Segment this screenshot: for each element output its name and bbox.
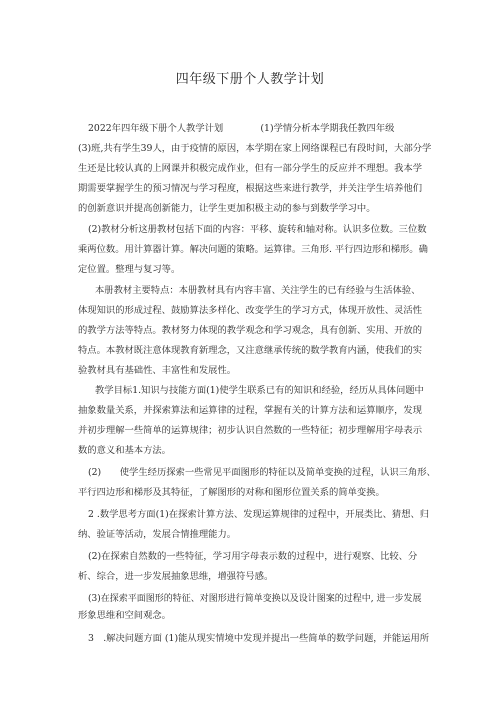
paragraph-line: 的教学方法等特点。教材努力体现的教学观念和学习观念，具有创新、实用、开放的 [78,325,422,336]
paragraph-line: 数的意义和基本方法。 [78,445,171,456]
document-title: 四年级下册个人教学计划 [175,72,325,87]
paragraph-line: 平行四边形和梯形及其特征，了解图形的对称和图形位置关系的简单变换。 [78,487,385,498]
paragraph-line: (3)在探索平面图形的特征、对图形进行简单变换以及设计图案的过程中, 进一步发展 [88,594,422,604]
paragraph-line: 2 .数学思考方面(1)在探索计算方法、发现运算规律的过程中，开展类比、猜想、归 [88,509,430,520]
paragraph-line: (2) 使学生经历探索一些常见平面图形的特征以及简单变换的过程，认识三角形、 [88,467,436,478]
paragraph-line: 定位置。整理与复习等。 [78,264,181,275]
paragraph-line: 2022年四年级下册个人教学计划 (1)学情分析本学期我任教四年级 [88,123,395,134]
paragraph-line: 3 .解决问题方面 (1)能从现实情境中发现并提出一些简单的数学问题，并能运用所 [88,633,430,644]
paragraph-line: 纳、验证等活动，发展合情推理能力。 [78,529,237,540]
paragraph-line: 体现知识的形成过程、鼓励算法多样化、改变学生的学习方式，体现开放性、灵活性 [78,305,422,316]
paragraph-line: 并初步理解一些简单的运算规律；初步认识自然数的一些特征；初步理解用字母表示 [78,425,422,436]
paragraph-line: 验教材具有基础性、丰富性和发展性。 [78,365,237,376]
paragraph-line: (2)教材分析这册教材包括下面的内容：平移、旋转和轴对称。认识多位数。三位数 [88,224,427,235]
paragraph-line: 析、综合，进一步发展抽象思维，增强符号感。 [78,571,274,582]
paragraph-line: 的创新意识并提高创新能力，让学生更加积极主动的参与到数学学习中。 [78,203,376,214]
paragraph-line: (2)在探索自然数的一些特征，学习用字母表示数的过程中，进行观察、比较、分 [88,551,418,562]
paragraph-line: 生还是比较认真的上网课并积极完成作业，但有一部分学生的反应并不理想。我本学 [78,163,422,174]
paragraph-line: 期需要掌握学生的预习情况与学习程度，根据这些来进行教学，并关注学生培养他们 [78,183,422,194]
paragraph-line: (3)班,共有学生39人，由于疫情的原因，本学期在家上网络课程已有段时间，大部分学 [78,143,432,154]
paragraph-line: 特点。本教材既注意体现教育新理念，又注意继承传统的数学教育内涵，使我们的实 [78,345,422,356]
paragraph-line: 抽象数量关系，并探索算法和运算律的过程，掌握有关的计算方法和运算顺序，发现 [78,405,422,416]
paragraph-line: 形象思维和空间观念。 [78,610,171,621]
paragraph-line: 乘两位数。用计算器计算。解决问题的策略。运算律。三角形. 平行四边形和梯形。确 [78,244,428,255]
paragraph-line: 本册教材主要特点：本册教材具有内容丰富、关注学生的已有经验与生活体验、 [95,285,421,296]
paragraph-line: 教学目标1.知识与技能方面(1)使学生联系已有的知识和经验，经历从具体问题中 [95,385,424,396]
